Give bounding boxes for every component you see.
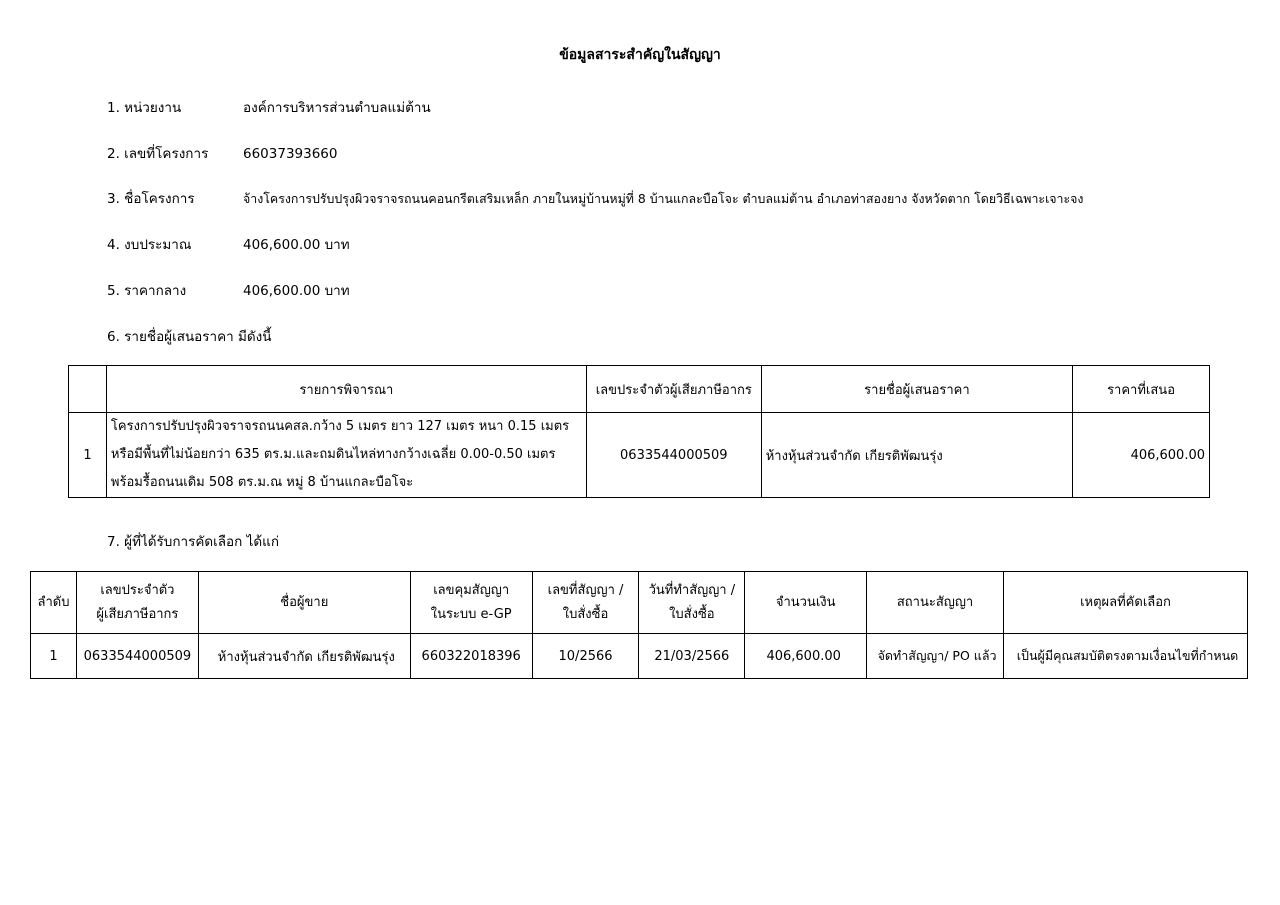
field-label: 3. ชื่อโครงการ [107, 191, 195, 207]
field-value: จ้างโครงการปรับปรุงผิวจราจรถนนคอนกรีตเสริมเหล็ก ภายในหมู่บ้านหมู่ที่ 8 บ้านแกละบือโจะ ตำบลแม่ต้าน อำเภอท่าสองยาง จังหวัดตาก โดยวิธีเฉพาะเจาะจง [243, 191, 1084, 206]
field-label: 4. งบประมาณ [107, 237, 192, 253]
winners-table [30, 571, 1248, 679]
contract-date: 21/03/2566 [639, 634, 745, 679]
column-header: เลขคุมสัญญา ในระบบ e-GP [410, 572, 532, 634]
field-value: 66037393660 [243, 146, 338, 162]
amount: 406,600.00 [745, 634, 867, 679]
column-header: รายชื่อผู้เสนอราคา [761, 366, 1072, 413]
table-row [69, 413, 1210, 498]
column-header: เลขประจำตัวผู้เสียภาษีอากร [586, 366, 761, 413]
column-header: ราคาที่เสนอ [1073, 366, 1210, 413]
field-agency [107, 96, 431, 118]
field-budget [107, 233, 350, 255]
column-header: จำนวนเงิน [745, 572, 867, 634]
egp-contract-number: 660322018396 [410, 634, 532, 679]
section-bidders-heading: 6. รายชื่อผู้เสนอราคา มีดังนี้ [107, 329, 272, 345]
table-header-row [31, 572, 1248, 634]
column-header: เหตุผลที่คัดเลือก [1004, 572, 1248, 634]
row-number: 1 [31, 634, 77, 679]
document-title: ข้อมูลสาระสำคัญในสัญญา [559, 47, 721, 63]
bidder-name: ห้างหุ้นส่วนจำกัด เกียรติพัฒนรุ่ง [761, 413, 1072, 498]
field-value: 406,600.00 บาท [243, 237, 350, 253]
tax-id: 0633544000509 [76, 634, 198, 679]
row-number: 1 [69, 413, 107, 498]
item-line: พร้อมรื้อถนนเดิม 508 ตร.ม.ณ หมู่ 8 บ้านแกละบือโจะ [110, 475, 414, 490]
column-header [69, 366, 107, 413]
field-median-price [107, 279, 350, 301]
table-header-row [69, 366, 1210, 413]
seller-name: ห้างหุ้นส่วนจำกัด เกียรติพัฒนรุ่ง [198, 634, 410, 679]
field-label: 5. ราคากลาง [107, 283, 187, 299]
item-description [106, 413, 586, 498]
column-header: ลำดับ [31, 572, 77, 634]
column-header: สถานะสัญญา [867, 572, 1004, 634]
bidders-table [68, 365, 1210, 498]
table-row [31, 634, 1248, 679]
section-winners-heading: 7. ผู้ที่ได้รับการคัดเลือก ได้แก่ [107, 534, 280, 550]
field-value: องค์การบริหารส่วนตำบลแม่ต้าน [243, 100, 431, 116]
field-label: 1. หน่วยงาน [107, 100, 182, 116]
column-header: เลขประจำตัว ผู้เสียภาษีอากร [76, 572, 198, 634]
offer-price: 406,600.00 [1073, 413, 1210, 498]
contract-number: 10/2566 [532, 634, 639, 679]
field-label: 2. เลขที่โครงการ [107, 146, 209, 162]
selection-reason: เป็นผู้มีคุณสมบัติตรงตามเงื่อนไขที่กำหนด [1004, 634, 1248, 679]
column-header: รายการพิจารณา [106, 366, 586, 413]
contract-status: จัดทำสัญญา/ PO แล้ว [867, 634, 1004, 679]
column-header: ชื่อผู้ขาย [198, 572, 410, 634]
item-line: หรือมีพื้นที่ไม่น้อยกว่า 635 ตร.ม.และถมดินไหล่ทางกว้างเฉลี่ย 0.00-0.50 เมตร [110, 447, 556, 462]
column-header: เลขที่สัญญา / ใบสั่งซื้อ [532, 572, 639, 634]
item-line: โครงการปรับปรุงผิวจราจรถนนคสล.กว้าง 5 เมตร ยาว 127 เมตร หนา 0.15 เมตร [110, 419, 570, 434]
tax-id: 0633544000509 [586, 413, 761, 498]
field-project-number [107, 142, 337, 164]
column-header: วันที่ทำสัญญา / ใบสั่งซื้อ [639, 572, 745, 634]
field-project-name [107, 187, 1083, 209]
field-value: 406,600.00 บาท [243, 283, 350, 299]
